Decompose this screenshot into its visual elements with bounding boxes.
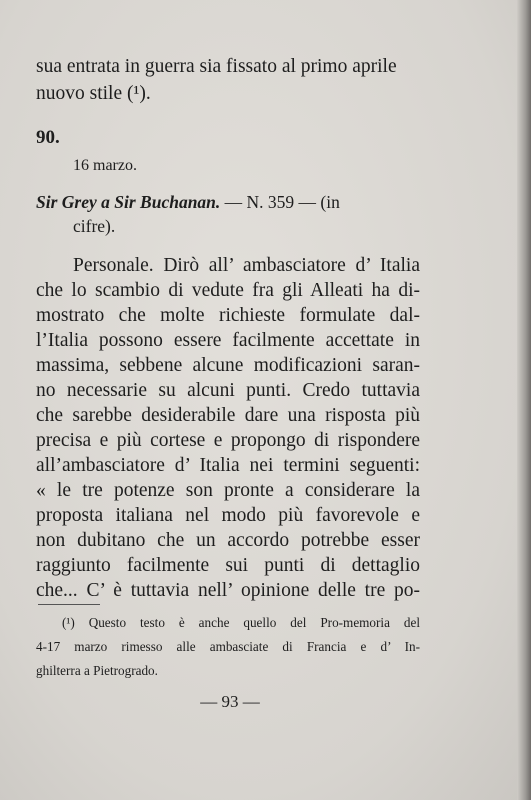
body-line: all’ambasciatore d’ Italia nei termini seguenti:	[36, 455, 420, 476]
page-edge-shadow	[517, 0, 531, 800]
body-line: raggiunto facilmente sui punti di dettaglio	[36, 555, 420, 576]
text-line: sua entrata in guerra sia fissato al primo aprile	[36, 56, 397, 77]
body-line: massima, sebbene alcune modificazioni saran-	[36, 355, 420, 376]
body-line: che... C’ è tuttavia nell’ opinione delle tre po-	[36, 580, 420, 601]
footnote-line: ghilterra a Pietrogrado.	[36, 663, 158, 678]
body-line: non dubitano che un accordo potrebbe esser	[36, 530, 420, 551]
body-line: che sarebbe desiderabile dare una risposta più	[36, 405, 420, 426]
reference-line: — N. 359 — (in	[220, 192, 340, 212]
sender-recipient: Sir Grey a Sir Buchanan.	[36, 192, 221, 212]
footnote-line: 4-17 marzo rimesso alle ambasciate di Francia e d’ In-	[36, 639, 420, 654]
text-line: nuovo stile (¹).	[36, 83, 151, 104]
body-line: che lo scambio di vedute fra gli Alleati ha di-	[36, 280, 420, 301]
body-line: no necessarie su alcuni punti. Credo tuttavia	[36, 380, 420, 401]
document-number: 90.	[36, 127, 60, 148]
document-date: 16 marzo.	[73, 157, 137, 174]
footnote-line: (¹) Questo testo è anche quello del Pro-memoria del	[62, 615, 420, 630]
body-line: precisa e più cortese e propongo di rispondere	[36, 430, 420, 451]
body-line: « le tre potenze son pronte a considerare la	[36, 480, 420, 501]
footnote-divider	[38, 604, 100, 605]
page-number: — 93 —	[200, 692, 260, 711]
body-line: mostrato che molte richieste formulate dal-	[36, 305, 420, 326]
body-line: Personale. Dirò all’ ambasciatore d’ Italia	[73, 255, 420, 276]
reference-line-2: cifre).	[73, 216, 116, 236]
document-signature	[36, 190, 420, 214]
body-line: l’Italia possono essere facilmente accettate in	[36, 330, 420, 351]
body-line: proposta italiana nel modo più favorevole e	[36, 505, 420, 526]
